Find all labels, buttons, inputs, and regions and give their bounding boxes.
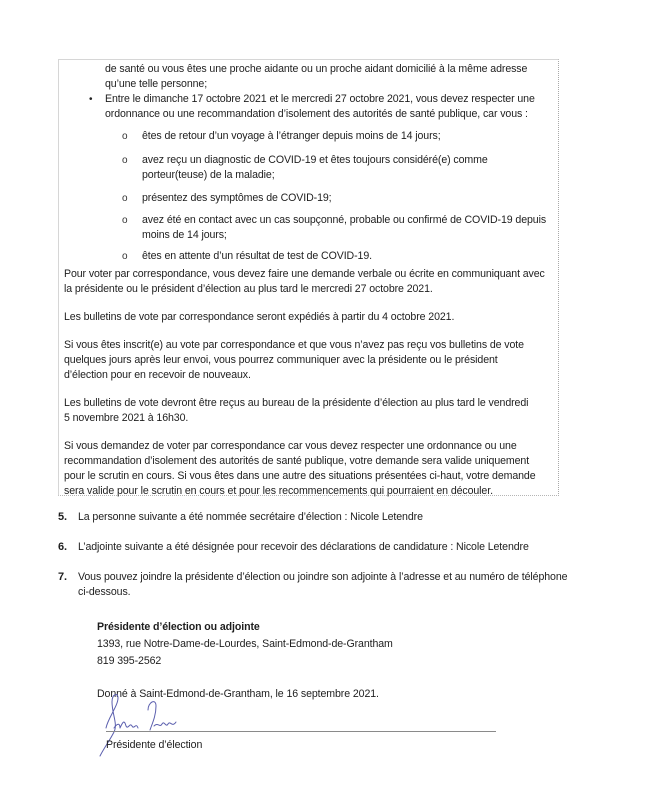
- numbered-item-line: Vous pouvez joindre la présidente d’élection ou joindre son adjointe à l’adresse et au numéro de téléphone: [78, 571, 568, 583]
- sub-item-line: moins de 14 jours;: [142, 229, 227, 241]
- sub-item-line: avez été en contact avec un cas soupçonné, probable ou confirmé de COVID-19 depuis: [142, 214, 547, 226]
- signature-line: [106, 731, 496, 732]
- numbered-item-line: ci-dessous.: [78, 586, 131, 598]
- sub-bullet-icon: o: [122, 215, 128, 226]
- item-number: 7.: [58, 571, 67, 583]
- paragraph-line: Les bulletins de vote par correspondance seront expédiés à partir du 4 octobre 2021.: [64, 311, 455, 323]
- paragraph-line: Les bulletins de vote devront être reçus au bureau de la présidente d’élection au plus tard le vendredi: [64, 397, 529, 409]
- sub-item-line: avez reçu un diagnostic de COVID-19 et êtes toujours considéré(e) comme: [142, 154, 488, 166]
- item-number: 6.: [58, 541, 67, 553]
- bullet-item-line: ordonnance ou une recommandation d’isolement des autorités de santé publique, car vous :: [105, 108, 528, 120]
- paragraph-line: Si vous êtes inscrit(e) au vote par correspondance et que vous n’avez pas reçu vos bulletins de vote: [64, 339, 524, 351]
- continuation-line: qu’une telle personne;: [105, 78, 208, 90]
- item-number: 5.: [58, 511, 67, 523]
- sub-item-line: êtes de retour d’un voyage à l’étranger depuis moins de 14 jours;: [142, 130, 441, 142]
- sub-item-line: êtes en attente d’un résultat de test de COVID-19.: [142, 250, 372, 262]
- continuation-line: de santé ou vous êtes une proche aidante ou un proche aidant domicilié à la même adresse: [105, 63, 528, 75]
- sub-item-line: présentez des symptômes de COVID-19;: [142, 192, 332, 204]
- bullet-item-line: Entre le dimanche 17 octobre 2021 et le mercredi 27 octobre 2021, vous devez respecter une: [105, 93, 535, 105]
- sub-item-line: porteur(teuse) de la maladie;: [142, 169, 275, 181]
- paragraph-line: d’élection pour en recevoir de nouveaux.: [64, 369, 251, 381]
- given-at-line: Donné à Saint-Edmond-de-Grantham, le 16 septembre 2021.: [97, 688, 379, 700]
- sub-bullet-icon: o: [122, 131, 128, 142]
- contact-phone: 819 395-2562: [97, 655, 162, 667]
- paragraph-line: pour le scrutin en cours. Si vous êtes dans une autre des situations présentées ci-haut, votre demande: [64, 470, 536, 482]
- numbered-item-line: L’adjointe suivante a été désignée pour recevoir des déclarations de candidature : Nicole Letendre: [78, 541, 529, 553]
- contact-title: Présidente d’élection ou adjointe: [97, 621, 260, 633]
- paragraph-line: Si vous demandez de voter par correspondance car vous devez respecter une ordonnance ou une: [64, 440, 517, 452]
- paragraph-line: quelques jours après leur envoi, vous pourrez communiquer avec la présidente ou le président: [64, 354, 498, 366]
- sub-bullet-icon: o: [122, 251, 128, 262]
- paragraph-line: sera valide pour le scrutin en cours et pour les recommencements qui pourraient en découler.: [64, 485, 493, 497]
- paragraph-line: Pour voter par correspondance, vous devez faire une demande verbale ou écrite en communiquant avec: [64, 268, 545, 280]
- numbered-item-line: La personne suivante a été nommée secrétaire d’élection : Nicole Letendre: [78, 511, 423, 523]
- signature-role: Présidente d’élection: [106, 739, 203, 751]
- contact-address: 1393, rue Notre-Dame-de-Lourdes, Saint-Edmond-de-Grantham: [97, 638, 393, 650]
- paragraph-line: recommandation d’isolement des autorités de santé publique, votre demande sera valide uniquement: [64, 455, 530, 467]
- sub-bullet-icon: o: [122, 155, 128, 166]
- bullet-icon: •: [89, 94, 93, 105]
- paragraph-line: la présidente ou le président d’élection au plus tard le mercredi 27 octobre 2021.: [64, 283, 433, 295]
- paragraph-line: 5 novembre 2021 à 16h30.: [64, 412, 189, 424]
- sub-bullet-icon: o: [122, 193, 128, 204]
